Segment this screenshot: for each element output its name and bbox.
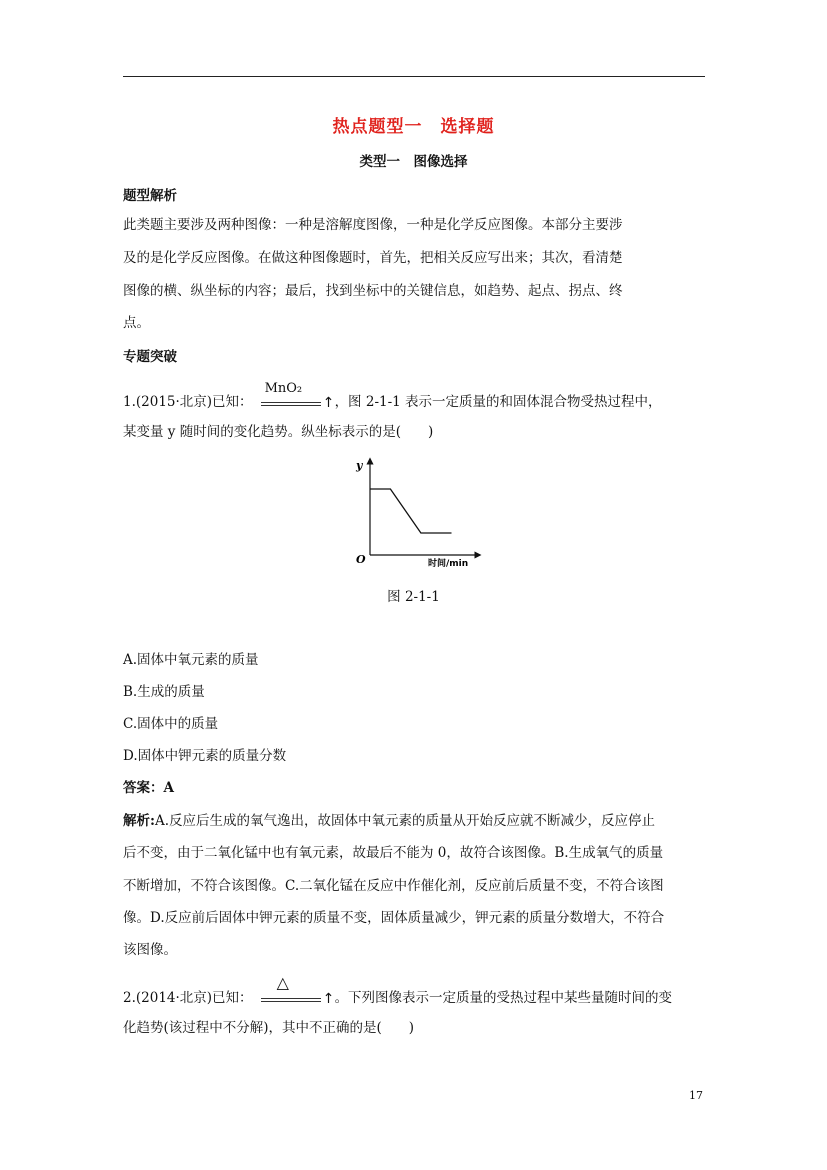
analysis-line-3: 不断增加，不符合该图像。C.二氧化锰在反应中作催化剂，反应前后质量不变，不符合该图 <box>123 878 664 894</box>
analysis-line-4: 像。D.反应前后固体中钾元素的质量不变，固体质量减少，钾元素的质量分数增大，不符合 <box>123 910 665 926</box>
question-1-line-2: 某变量 y 随时间的变化趋势。纵坐标表示的是( ) <box>123 424 434 440</box>
equals-line-top <box>261 998 321 999</box>
intro-line-1: 此类题主要涉及两种图像：一种是溶解度图像，一种是化学反应图像。本部分主要涉 <box>123 217 623 233</box>
question-1-suffix: ，图 2-1-1 表示一定质量的和固体混合物受热过程中， <box>334 394 662 410</box>
question-2-line-1 <box>123 972 708 1009</box>
page-number: 17 <box>689 1089 703 1102</box>
option-b: B.生成的质量 <box>123 684 205 700</box>
figure-2-1-1-chart <box>350 455 490 575</box>
analysis-line-2: 后不变，由于二氧化锰中也有氧元素，故最后不能为 0，故符合该图像。B.生成氧气的质量 <box>123 845 664 861</box>
reaction-equation-2 <box>253 972 335 1009</box>
reaction-condition-mno2: MnO₂ <box>264 380 303 396</box>
answer: 答案：A <box>123 780 174 796</box>
page-subtitle: 类型一 图像选择 <box>359 154 468 170</box>
question-2-suffix: 。下列图像表示一定质量的受热过程中某些量随时间的变 <box>334 990 673 1006</box>
gas-up-arrow-icon: ↑ <box>322 394 335 411</box>
analysis-text-1: A.反应后生成的氧气逸出，故固体中氧元素的质量从开始反应就不断减少，反应停止 <box>154 813 656 829</box>
gas-up-arrow-icon: ↑ <box>322 990 335 1007</box>
origin-label: O <box>356 553 366 566</box>
question-1-prefix: 1.(2015·北京)已知： <box>123 394 253 410</box>
intro-line-2: 及的是化学反应图像。在做这种图像题时，首先，把相关反应写出来；其次，看清楚 <box>123 250 623 266</box>
x-axis-label: 时间/min <box>428 559 469 569</box>
header-rule <box>123 76 705 77</box>
section-heading-practice: 专题突破 <box>123 349 177 365</box>
figure-caption: 图 2-1-1 <box>387 589 440 605</box>
question-1-line-1 <box>123 380 708 413</box>
analysis-line-1 <box>123 811 708 831</box>
analysis-line-5: 该图像。 <box>123 942 177 958</box>
series-line <box>370 489 452 533</box>
analysis-label: 解析: <box>123 813 155 829</box>
option-a: A.固体中氧元素的质量 <box>123 652 259 668</box>
page-title: 热点题型一 选择题 <box>332 117 495 137</box>
equals-line-top <box>261 402 321 403</box>
option-d: D.固体中钾元素的质量分数 <box>123 748 287 764</box>
intro-line-4: 点。 <box>123 315 150 331</box>
equals-line-bottom <box>261 1001 321 1002</box>
question-2-prefix: 2.(2014·北京)已知： <box>123 990 253 1006</box>
section-heading-analysis: 题型解析 <box>123 188 177 204</box>
reaction-equation-1 <box>253 380 335 413</box>
y-axis-label: y <box>356 459 363 472</box>
question-2-line-2: 化趋势(该过程中不分解)，其中不正确的是( ) <box>123 1020 415 1036</box>
option-c: C.固体中的质量 <box>123 716 219 732</box>
equals-line-bottom <box>261 405 321 406</box>
intro-line-3: 图像的横、纵坐标的内容；最后，找到坐标中的关键信息，如趋势、起点、拐点、终 <box>123 283 623 299</box>
heat-triangle-icon: △ <box>276 972 289 992</box>
